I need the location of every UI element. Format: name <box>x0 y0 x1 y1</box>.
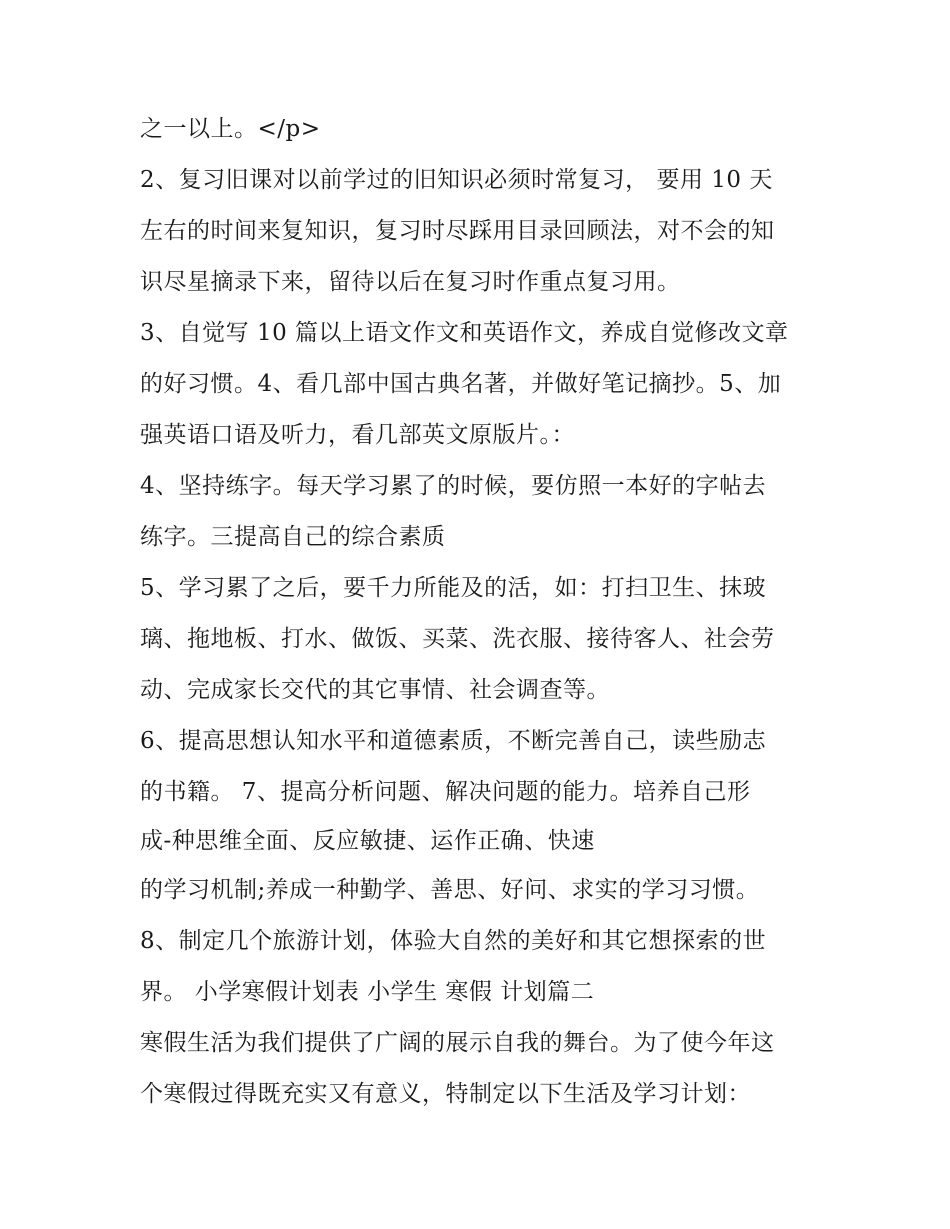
text-line: 识尽星摘录下来，留待以后在复习时作重点复习用。 <box>140 269 681 295</box>
text-line: 强英语口语及听力，看几部英文原版片。： <box>140 422 575 448</box>
text-line: 5、学习累了之后，要千力所能及的活，如：打扫卫生、抹玻 <box>140 575 767 601</box>
text-line: 成-种思维全面、反应敏捷、运作正确、快速 <box>140 828 595 854</box>
text-line: 练字。三提高自己的综合素质 <box>140 524 446 550</box>
text-line: 寒假生活为我们提供了广阔的展示自我的舞台。为了使今年这 <box>140 1030 775 1056</box>
text-line: 6、提高思想认知水平和道德素质，不断完善自己，读些励志 <box>140 728 767 754</box>
text-line: 4、坚持练字。每天学习累了的时候，要仿照一本好的字帖去 <box>140 473 767 499</box>
text-line: 8、制定几个旅游计划，体验大自然的美好和其它想探索的世 <box>140 928 767 954</box>
text-line: 璃、拖地板、打水、做饭、买菜、洗衣服、接待客人、社会劳 <box>140 626 775 652</box>
text-line: 的好习惯。4、看几部中国古典名著，并做好笔记摘抄。5、加 <box>140 371 782 397</box>
text-line: 界。 小学寒假计划表 小学生 寒假 计划篇二 <box>140 979 595 1005</box>
text-line: 左右的时间来复知识，复习时尽踩用目录回顾法，对不会的知 <box>140 218 775 244</box>
text-line: 之一以上。</p> <box>140 116 321 142</box>
text-line: 2、复习旧课对以前学过的旧知识必须时常复习， 要用 10 天 <box>140 167 773 193</box>
text-line: 动、完成家长交代的其它事情、社会调查等。 <box>140 677 610 703</box>
text-line: 的学习机制;养成一种勤学、善思、好问、求实的学习习惯。 <box>140 877 760 903</box>
text-line: 个寒假过得既充实又有意义，特制定以下生活及学习计划： <box>140 1081 751 1107</box>
text-line: 的书籍。 7、提高分析问题、解决问题的能力。培养自己形 <box>140 779 751 805</box>
text-line: 3、自觉写 10 篇以上语文作文和英语作文，养成自觉修改文章 <box>140 320 789 346</box>
